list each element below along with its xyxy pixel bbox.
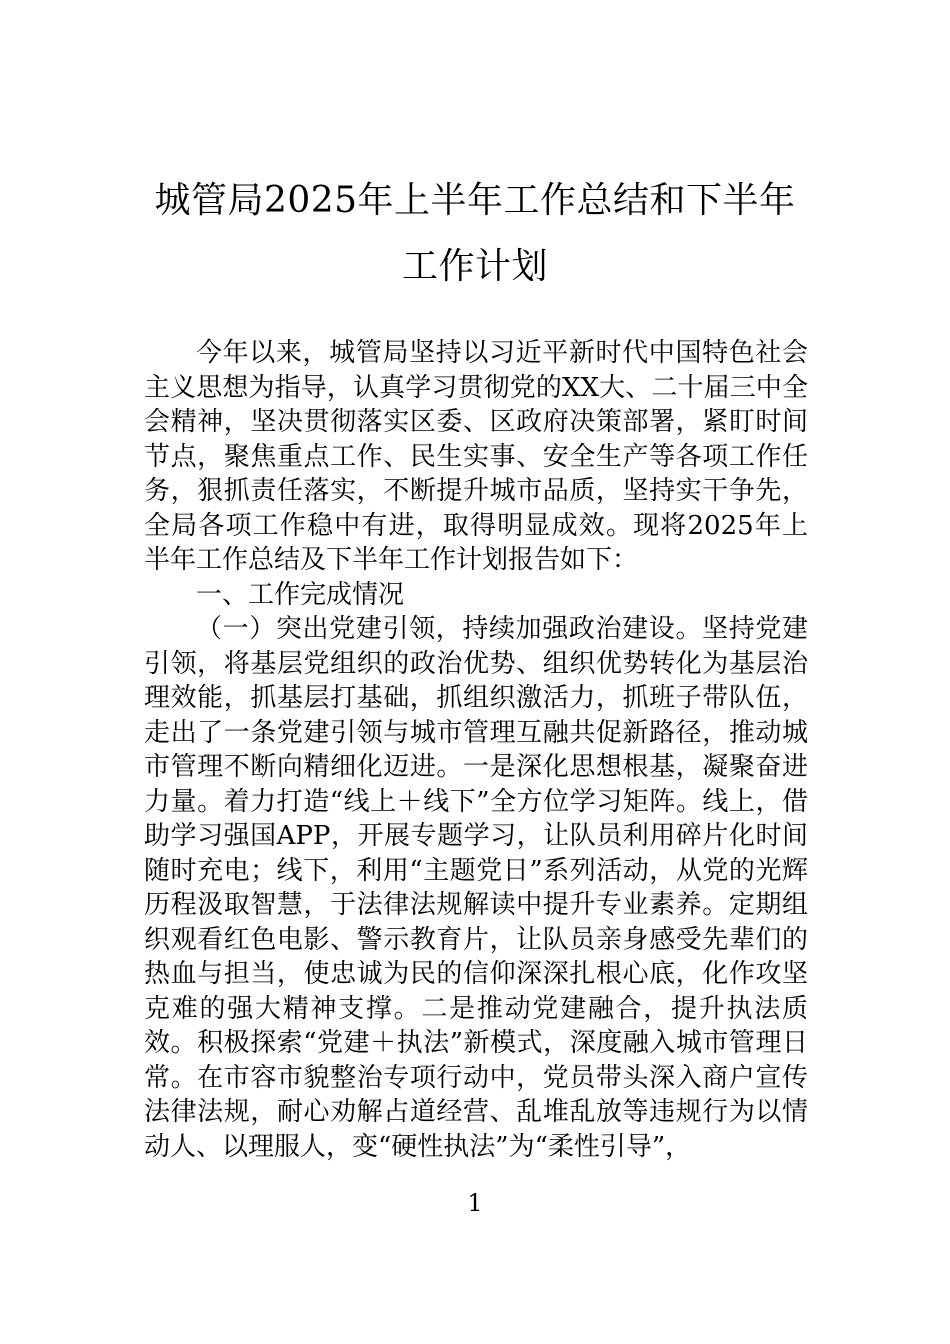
page-number: 1	[467, 1189, 483, 1217]
document-body	[144, 336, 808, 1164]
body-paragraph: （一）突出党建引领，持续加强政治建设。坚持党建引领，将基层党组织的政治优势、组织优势转化为基层治理效能，抓基层打基础，抓组织激活力，抓班子带队伍，走出了一条党建引领与城市管理互融共促新路径，推动城市管理不断向精细化迈进。一是深化思想根基，凝聚奋进力量。着力打造“线上＋线下”全方位学习矩阵。线上，借助学习强国APP，开展专题学习，让队员利用碎片化时间随时充电；线下，利用“主题党日”系列活动，从党的光辉历程汲取智慧，于法律法规解读中提升专业素养。定期组织观看红色电影、警示教育片，让队员亲身感受先辈们的热血与担当，使忠诚为民的信仰深深扎根心底，化作攻坚克难的强大精神支撑。二是推动党建融合，提升执法质效。积极探索“党建＋执法”新模式，深度融入城市管理日常。在市容市貌整治专项行动中，党员带头深入商户宣传法律法规，耐心劝解占道经营、乱堆乱放等违规行为以情动人、以理服人，变“硬性执法”为“柔性引导”，	[144, 614, 808, 1162]
document-title: 城管局2025年上半年工作总结和下半年工作计划	[154, 180, 796, 287]
intro-paragraph: 今年以来，城管局坚持以习近平新时代中国特色社会主义思想为指导，认真学习贯彻党的XX大、二十届三中全会精神，坚决贯彻落实区委、区政府决策部署，紧盯时间节点，聚焦重点工作、民生实事、安全生产等各项工作任务，狠抓责任落实，不断提升城市品质，坚持实干争先，全局各项工作稳中有进，取得明显成效。现将2025年上半年工作总结及下半年工作计划报告如下：	[144, 338, 808, 575]
section-heading: 一、工作完成情况	[196, 579, 405, 610]
